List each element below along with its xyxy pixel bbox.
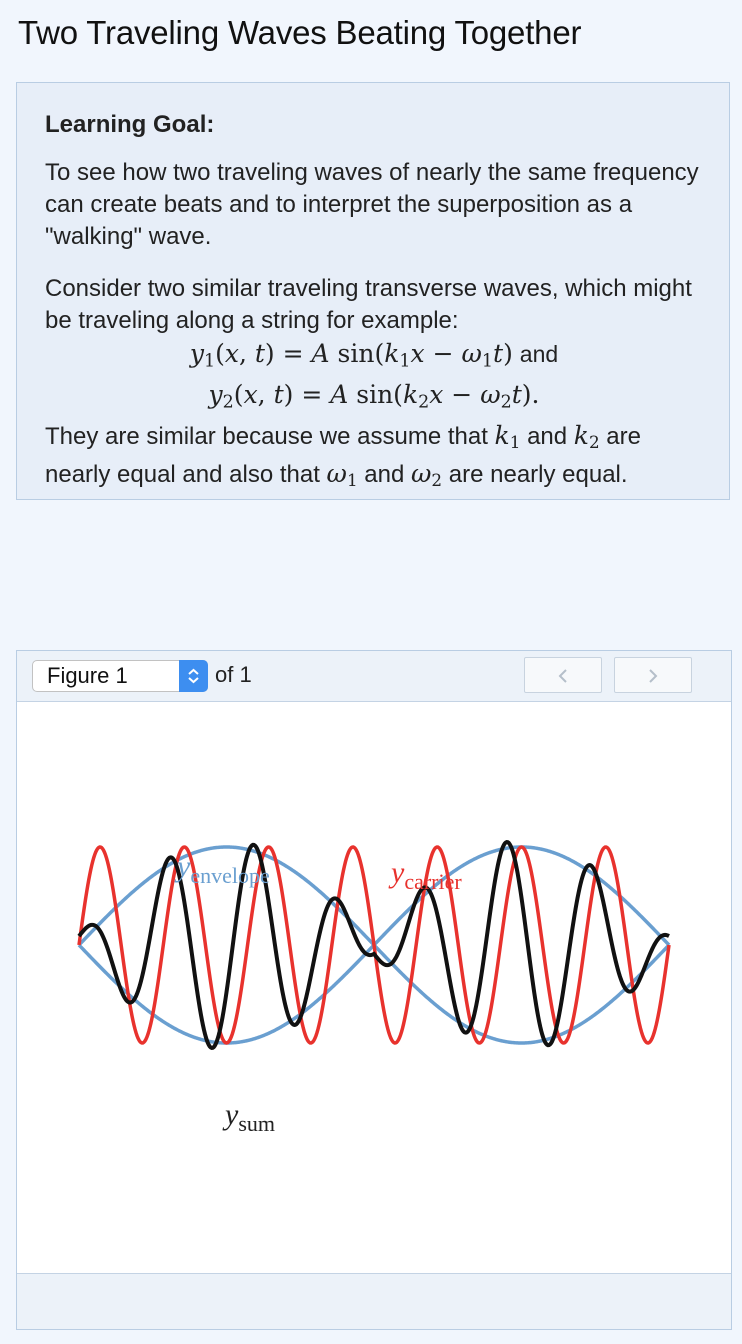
figure-count: of 1 bbox=[215, 662, 252, 687]
figure-select[interactable] bbox=[32, 660, 208, 692]
figure-footer bbox=[17, 1273, 731, 1329]
previous-figure-button[interactable] bbox=[524, 657, 602, 693]
beat-wave-figure bbox=[17, 702, 731, 1274]
next-figure-button[interactable] bbox=[614, 657, 692, 693]
select-arrows-icon[interactable] bbox=[179, 660, 208, 692]
equation-and: and bbox=[519, 341, 559, 367]
similar-text-3: are nearly equal. bbox=[448, 460, 628, 488]
similar-text-2: are nearly equal and also that bbox=[45, 422, 641, 488]
figure-panel bbox=[16, 650, 732, 1330]
sum-label-sub: sum bbox=[238, 1111, 276, 1136]
similar-text-1: They are similar because we assume that bbox=[45, 422, 488, 450]
problem-statement: Consider two similar traveling transverse waves, which might be traveling along a string for example: $y_1(x$, t) = A $\sin(k_1x - \omega_1t)$ and $y_2(x$, t) = A $\sin(k_2x - \omega_2t)$. They are similar because we assume that $k_1$ and $k_2$ are nearly equal and also that $\omega_1$ and $\omega_2$ are nearly equal. bbox=[45, 273, 703, 496]
carrier-label-main: y bbox=[391, 856, 405, 889]
chevron-left-icon bbox=[557, 668, 569, 684]
chevron-right-icon bbox=[647, 668, 659, 684]
equation-2: $y_2(x$, t) = A $\sin(k_2x - \omega_2t)$. bbox=[208, 380, 540, 413]
carrier-label-sub: carrier bbox=[404, 869, 462, 894]
learning-goal-box bbox=[16, 82, 730, 500]
consider-text: Consider two similar traveling transverse waves, which might be traveling along a string for example: bbox=[45, 275, 692, 334]
sum-label-main: y bbox=[225, 1098, 239, 1131]
similar-and-1: and bbox=[527, 422, 568, 450]
equation-1: $y_1(x$, t) = A $\sin(k_1x - \omega_1t)$ and bbox=[189, 339, 559, 372]
learning-goal-heading: Learning Goal: bbox=[45, 111, 215, 138]
similar-and-2: and bbox=[364, 460, 405, 488]
envelope-label-sub: envelope bbox=[190, 863, 270, 888]
page-title: Two Traveling Waves Beating Together bbox=[18, 14, 582, 51]
figure-toolbar bbox=[17, 651, 731, 702]
figure-select-value: Figure 1 bbox=[47, 663, 128, 688]
learning-goal-text: To see how two traveling waves of nearly the same frequency can create beats and to interpret the superposition as a "walking" wave. bbox=[45, 159, 699, 250]
sum-label bbox=[222, 1098, 275, 1136]
carrier-label bbox=[388, 856, 462, 894]
carrier-wave-curve bbox=[79, 847, 669, 1043]
envelope-label-main: y bbox=[177, 850, 191, 883]
envelope-label bbox=[174, 850, 270, 888]
